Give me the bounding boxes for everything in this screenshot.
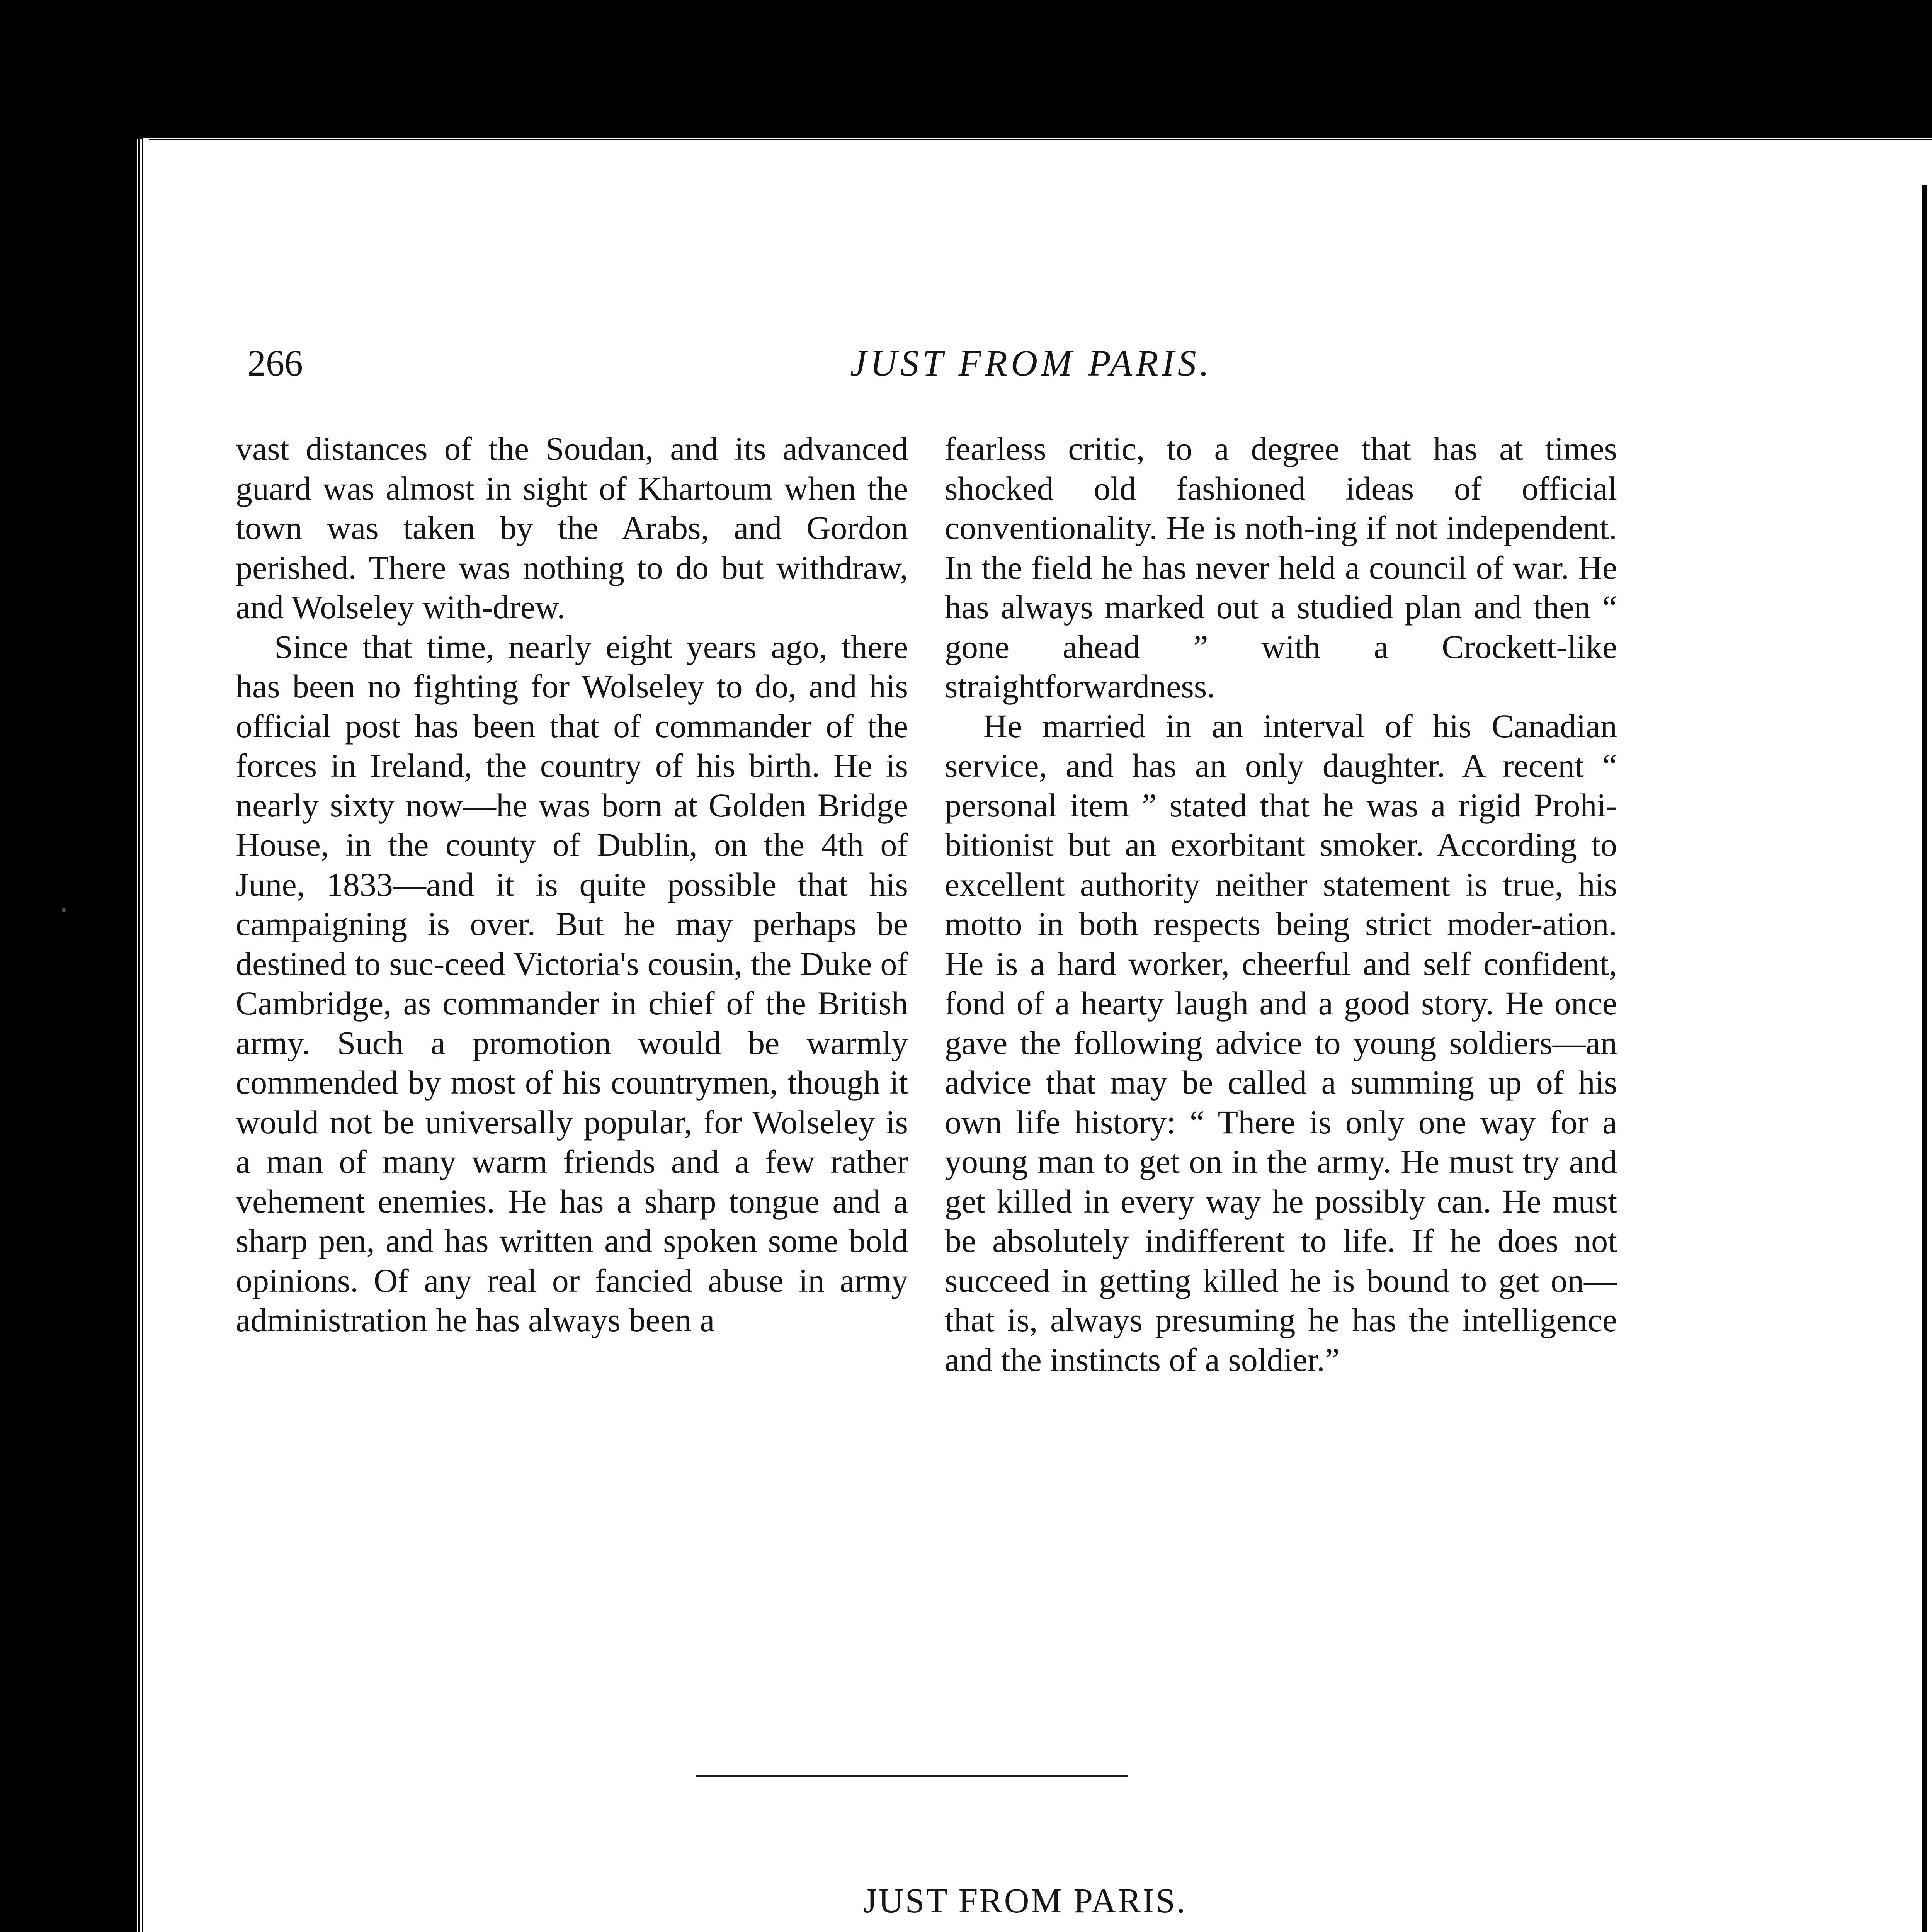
article-paragraph: He married in an interval of his Canadian service, and has an only daughter. A recent “ personal item ” stated that he was a rigid Prohi-bitionist but an exorbitant smoker. According to excellent authority neither statement is true, his motto in both respects being strict moder-ation. He is a hard worker, cheerful and self confident, fond of a hearty laugh and a good story. He once gave the following advice to young soldiers—an advice that may be called a summing up of his own life history: “ There is only one way for a young man to get on in the army. He must try and get killed in every way he possibly can. He must be absolutely indifferent to life. If he does not succeed in getting killed he is bound to get on—that is, always presuming he has the intelligence and the instincts of a soldier.” [945, 707, 1617, 1378]
scan-speck [62, 908, 66, 912]
article-paragraph: fearless critic, to a degree that has at times shocked old fashioned ideas of official conventionality. He is noth-ing if not independent. In the field he has never held a council of war. He has always marked out a studied plan and then “ gone ahead ” with a Crockett-like straightforwardness. [945, 430, 1617, 705]
page-gutter [1922, 185, 1932, 1932]
poem-title-text: JUST FROM PARIS. [863, 1882, 1187, 1920]
page-top-edge [143, 138, 1932, 144]
section-divider [696, 1775, 1128, 1777]
page-left-edge [137, 139, 149, 1932]
poem-title [0, 1878, 1932, 1924]
running-title: JUST FROM PARIS. [850, 342, 1213, 384]
page-number: 266 [247, 342, 303, 384]
article-paragraph: Since that time, nearly eight years ago, there has been no fighting for Wolseley to do, and his official post has been that of commander of the forces in Ireland, the country of his birth. He is nearly sixty now—he was born at Golden Bridge House, in the county of Dublin, on the 4th of June, 1833—and it is quite possible that his campaigning is over. But he may perhaps be destined to suc-ceed Victoria's cousin, the Duke of Cambridge, as commander in chief of the British army. Such a promotion would be warmly commended by most of his countrymen, though it would not be universally popular, for Wolseley is a man of many warm friends and a few rather vehement enemies. He has a sharp tongue and a sharp pen, and has written and spoken some bold opinions. Of any real or fancied abuse in army administration he has always been a [236, 628, 908, 1338]
article-right-column [945, 429, 1617, 1379]
article-left-column [236, 429, 908, 1340]
running-head [0, 340, 1932, 386]
article-paragraph: vast distances of the Soudan, and its advanced guard was almost in sight of Khartoum when the town was taken by the Arabs, and Gordon perished. There was nothing to do but withdraw, and Wolseley with-drew. [236, 430, 908, 626]
